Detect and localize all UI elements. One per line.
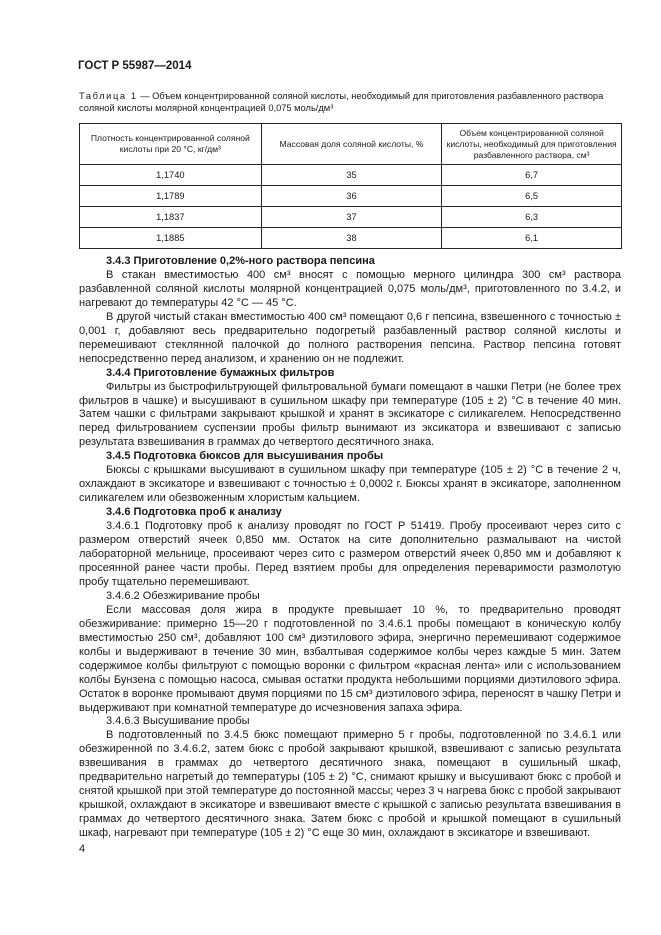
paragraph-3-4-3-b: В другой чистый стакан вместимостью 400 см³ помещают 0,6 г пепсина, взвешенного с точностью ± 0,001 г, добавляют весь предварительно подогретый разбавленный раствор соляной кислоты и перемешивают стеклянной палочкой до полного растворения пепсина. Раствор пепсина готовят непосредственно перед анализом, и хранению он не подлежит. — [79, 310, 621, 365]
table-row — [80, 165, 622, 186]
table-cell: 1,1789 — [80, 186, 262, 207]
subsection-heading-3-4-6-3: 3.4.6.3 Высушивание пробы — [106, 715, 250, 728]
table-header-row — [80, 124, 622, 165]
hcl-volume-table — [79, 123, 622, 249]
standard-header: ГОСТ Р 55987—2014 — [78, 60, 192, 72]
paragraph-3-4-3-a: В стакан вместимостью 400 см³ вносят с помощью мерного цилиндра 300 см³ раствора разбавленной соляной кислоты молярной концентрацией 0,075 моль/дм³, приготовленного по 3.4.2, и нагревают до температуры 42 °С — 45 °С. — [79, 268, 621, 309]
table-row — [80, 207, 622, 228]
paragraph-3-4-6-1: 3.4.6.1 Подготовку проб к анализу проводят по ГОСТ Р 51419. Пробу просеивают через сито с размером отверстий ячеек 0,850 мм. Остаток на сите дополнительно размалывают на чистой лабораторной мельнице, просеивают через сито с размером отверстий ячеек 0,850 мм и добавляют к просеянной ранее части пробы. Перед взятием пробы для определения переваримости размолотую пробу тщательно перемешивают. — [79, 520, 621, 588]
table-cell: 6,5 — [442, 186, 622, 207]
table-caption-label: Таблица 1 — [79, 91, 138, 101]
table-cell: 37 — [261, 207, 442, 228]
document-body — [79, 255, 621, 841]
table-cell: 6,1 — [442, 228, 622, 249]
table-cell: 38 — [261, 228, 442, 249]
paragraph-3-4-4: Фильтры из быстрофильтрующей фильтровальной бумаги помещают в чашки Петри (не более трех фильтров в чашке) и высушивают в сушильном шкафу при температуре (105 ± 2) °С в течение 40 мин. Затем чашки с фильтрами закрывают крышкой и хранят в эксикаторе с силикагелем. Непосредственно перед фильтрованием суспензии пробы фильтр вынимают из эксикатора и взвешивают с записью результата взвешивания в граммах до четвертого десятичного знака. — [79, 380, 621, 449]
table-cell: 6,3 — [442, 207, 622, 228]
column-header-density: Плотность концентрированной соляной кислоты при 20 °С, кг/дм³ — [80, 124, 262, 165]
section-heading-3-4-5: 3.4.5 Подготовка бюксов для высушивания пробы — [106, 450, 384, 463]
column-header-volume: Объем концентрированной соляной кислоты, необходимый для приготовления разбавленного раствора, см³ — [442, 124, 622, 165]
table-cell: 36 — [261, 186, 442, 207]
section-heading-3-4-6: 3.4.6 Подготовка проб к анализу — [106, 506, 282, 519]
table-cell: 1,1885 — [80, 228, 262, 249]
table-cell: 1,1740 — [80, 165, 262, 186]
paragraph-3-4-5: Бюксы с крышками высушивают в сушильном шкафу при температуре (105 ± 2) °С в течение 2 ч, охлаждают в эксикаторе и взвешивают с точностью ± 0,0002 г. Бюксы хранят в эксикаторе, заполненном силикагелем или обезвоженным хлористым кальцием. — [79, 464, 621, 505]
table-row — [80, 228, 622, 249]
paragraph-3-4-6-2: Если массовая доля жира в продукте превышает 10 %, то предварительно проводят обезжиривание: примерно 15—20 г подготовленной по 3.4.6.1 пробы помещают в коническую колбу вместимостью 250 см³, добавляют 100 см³ диэтилового эфира, энергично перемешивают содержимое колбы и выдерживают в течение 30 мин, взбалтывая содержимое колбы через каждые 5 мин. Затем содержимое колбы фильтруют с помощью воронки с фильтром «красная лента» или с использованием колбы Бунзена с помощью насоса, смывая остатки продукта небольшими порциями диэтилового эфира. Остаток в воронке промывают двумя порциями по 15 см³ диэтилового эфира, переносят в чашку Петри и выдерживают при комнатной температуре до исчезновения запаха эфира. — [79, 603, 621, 714]
paragraph-3-4-6-3: В подготовленный по 3.4.5 бюкс помещают примерно 5 г пробы, подготовленной по 3.4.6.1 или обезжиренной по 3.4.6.2, затем бюкс с пробой закрывают крышкой, взвешивают с записью результата взвешивания в граммах до четвертого десятичного знака, помещают в сушильный шкаф, предварительно нагретый до температуры (105 ± 2) °С, снимают крышку и высушивают бюкс с пробой и снятой крышкой при этой температуре до постоянной массы; через 3 ч нагрева бюкс с пробой закрывают крышкой, охлаждают в эксикаторе и взвешивают вместе с крышкой с записью результата взвешивания в граммах до четвертого десятичного знака. Затем бюкс с пробой и крышкой помещают в сушильный шкаф, нагревают при температуре (105 ± 2) °С еще 30 мин, охлаждают в эксикаторе и взвешивают. — [79, 729, 621, 840]
subsection-heading-3-4-6-2: 3.4.6.2 Обезжиривание пробы — [106, 589, 260, 602]
table-caption — [79, 91, 621, 114]
table-cell: 35 — [261, 165, 442, 186]
column-header-mass-fraction: Массовая доля соляной кислоты, % — [261, 124, 442, 165]
table-row — [80, 186, 622, 207]
table-cell: 1,1837 — [80, 207, 262, 228]
table-caption-text: — Объем концентрированной соляной кислоты, необходимый для приготовления разбавленного раствора соляной кислоты молярной концентрацией 0,075 моль/дм³ — [79, 91, 604, 113]
page-number: 4 — [79, 843, 86, 855]
table-cell: 6,7 — [442, 165, 622, 186]
section-heading-3-4-3: 3.4.3 Приготовление 0,2%-ного раствора пепсина — [106, 255, 375, 267]
section-heading-3-4-4: 3.4.4 Приготовление бумажных фильтров — [106, 366, 335, 379]
